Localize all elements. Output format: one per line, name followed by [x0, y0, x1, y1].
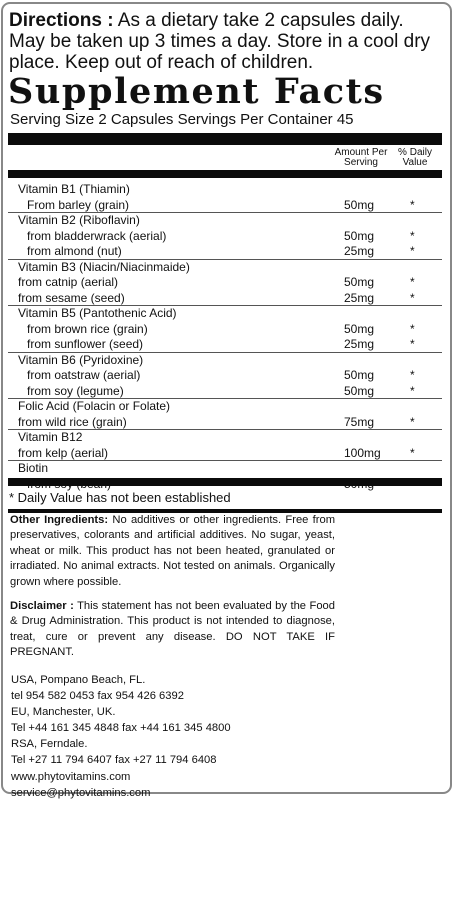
email-link[interactable]: service@phytovitamins.com — [11, 786, 151, 799]
nutrient-name: From barley (grain) — [27, 197, 130, 212]
nutrient-name: Biotin — [18, 461, 49, 475]
amount-per-serving-header: Amount Per Serving — [334, 147, 388, 168]
nutrient-row — [8, 399, 442, 414]
contact-line: Tel +27 11 794 6407 fax +27 11 794 6408 — [11, 754, 217, 767]
nutrient-row — [8, 353, 442, 368]
other-ingredients-text: No additives or other ingredients. Free from preservatives, colorants and artificial additives. No sugar, yeast, wheat or milk. This product has not been heated, granulated or irradiated. No animal extracts. Not tested on animals. Organically grown where possible. — [10, 514, 336, 588]
directions-body: As a dietary take 2 capsules daily. May be taken up 3 times a day. Store in a cool dry place. Keep out of reach of children. — [9, 10, 431, 73]
nutrient-row — [8, 244, 442, 259]
nutrient-daily-value: * — [410, 383, 415, 398]
nutrient-name: Folic Acid (Folacin or Folate) — [18, 399, 171, 413]
row-divider — [8, 352, 442, 353]
nutrient-row — [8, 291, 442, 306]
contact-line: tel 954 582 0453 fax 954 426 6392 — [11, 690, 184, 703]
thick-divider-header — [8, 170, 442, 178]
row-divider — [8, 259, 442, 260]
nutrient-daily-value: * — [410, 321, 415, 336]
other-ingredients-heading: Other Ingredients: — [10, 514, 109, 526]
nutrient-daily-value: * — [410, 337, 415, 351]
nutrient-row — [8, 446, 442, 461]
nutrient-name: from wild rice (grain) — [18, 414, 127, 429]
nutrient-row — [8, 213, 442, 228]
nutrient-row — [8, 306, 442, 321]
nutrient-row — [8, 461, 442, 476]
nutrient-daily-value: * — [410, 244, 415, 258]
disclaimer-heading: Disclaimer : — [10, 600, 74, 612]
directions-heading: Directions : — [9, 10, 114, 31]
nutrient-name: Vitamin B2 (Riboflavin) — [18, 213, 140, 227]
nutrient-row — [8, 430, 442, 445]
nutrient-daily-value: * — [410, 290, 415, 305]
nutrient-row — [8, 229, 442, 244]
nutrient-amount: 25mg — [344, 244, 375, 258]
nutrient-amount: 25mg — [344, 337, 375, 351]
nutrient-daily-value: * — [410, 275, 415, 289]
thick-divider-bottom — [8, 478, 442, 486]
nutrient-row — [8, 275, 442, 290]
nutrient-row — [8, 368, 442, 383]
nutrient-daily-value: * — [410, 197, 415, 212]
nutrient-row — [8, 260, 442, 275]
nutrient-name: from almond (nut) — [27, 244, 122, 258]
nutrient-amount: 50mg — [344, 383, 375, 398]
disclaimer — [10, 599, 335, 661]
nutrient-row — [8, 415, 442, 430]
nutrient-daily-value: * — [410, 368, 415, 382]
daily-value-header: % Daily Value — [398, 147, 432, 168]
contact-line: USA, Pompano Beach, FL. — [11, 674, 146, 686]
nutrient-row — [8, 182, 442, 197]
contact-line: RSA, Ferndale. — [11, 738, 88, 751]
nutrient-amount: 100mg — [344, 445, 381, 460]
row-divider — [8, 429, 442, 430]
nutrient-name: from sesame (seed) — [18, 290, 125, 305]
nutrient-amount: 50mg — [344, 197, 375, 212]
nutrient-name: from soy (legume) — [27, 383, 124, 398]
thick-divider-top — [8, 133, 442, 145]
nutrient-amount: 50mg — [344, 368, 375, 382]
directions-text — [9, 10, 441, 73]
contact-line: Tel +44 161 345 4848 fax +44 161 345 4800 — [11, 722, 231, 735]
serving-info: Serving Size 2 Capsules Servings Per Container 45 — [10, 111, 354, 128]
nutrient-name: Vitamin B6 (Pyridoxine) — [18, 352, 144, 367]
nutrient-name: from catnip (aerial) — [18, 275, 119, 289]
nutrient-name: Vitamin B3 (Niacin/Niacinmaide) — [18, 259, 190, 274]
nutrient-row — [8, 322, 442, 337]
contact-line: EU, Manchester, UK. — [11, 706, 116, 719]
nutrient-name: from oatstraw (aerial) — [27, 368, 141, 382]
nutrient-amount: 25mg — [344, 290, 375, 305]
other-ingredients — [10, 513, 335, 590]
nutrient-name: from sunflower (seed) — [27, 337, 144, 351]
nutrient-daily-value: * — [410, 228, 415, 243]
row-divider — [8, 212, 442, 213]
nutrient-amount: 50mg — [344, 228, 375, 243]
row-divider — [8, 460, 442, 461]
nutrient-daily-value: * — [410, 414, 415, 429]
nutrient-row — [8, 337, 442, 352]
supplement-facts-title: Supplement Facts — [8, 71, 385, 112]
nutrient-name: Vitamin B12 — [18, 430, 83, 444]
nutrient-amount: 75mg — [344, 414, 375, 429]
nutrient-name: from bladderwrack (aerial) — [27, 228, 167, 243]
nutrient-name: from brown rice (grain) — [27, 321, 148, 336]
contact-block — [11, 672, 231, 801]
nutrient-row — [8, 198, 442, 213]
nutrient-amount: 50mg — [344, 321, 375, 336]
disclaimer-text: This statement has not been evaluated by the Food & Drug Administration. This product is not intended to diagnose, treat, cure or prevent any disease. DO NOT TAKE IF PREGNANT. — [10, 600, 335, 659]
nutrient-daily-value: * — [410, 445, 415, 460]
nutrient-name: Vitamin B1 (Thiamin) — [18, 182, 130, 196]
nutrient-amount: 50mg — [344, 275, 375, 289]
daily-value-footnote: * Daily Value has not been established — [9, 490, 231, 505]
row-divider — [8, 305, 442, 306]
nutrient-name: Vitamin B5 (Pantothenic Acid) — [18, 306, 177, 320]
nutrient-name: from kelp (aerial) — [18, 445, 109, 460]
row-divider — [8, 398, 442, 399]
website-link[interactable]: www.phytovitamins.com — [11, 770, 131, 783]
nutrient-row — [8, 384, 442, 399]
